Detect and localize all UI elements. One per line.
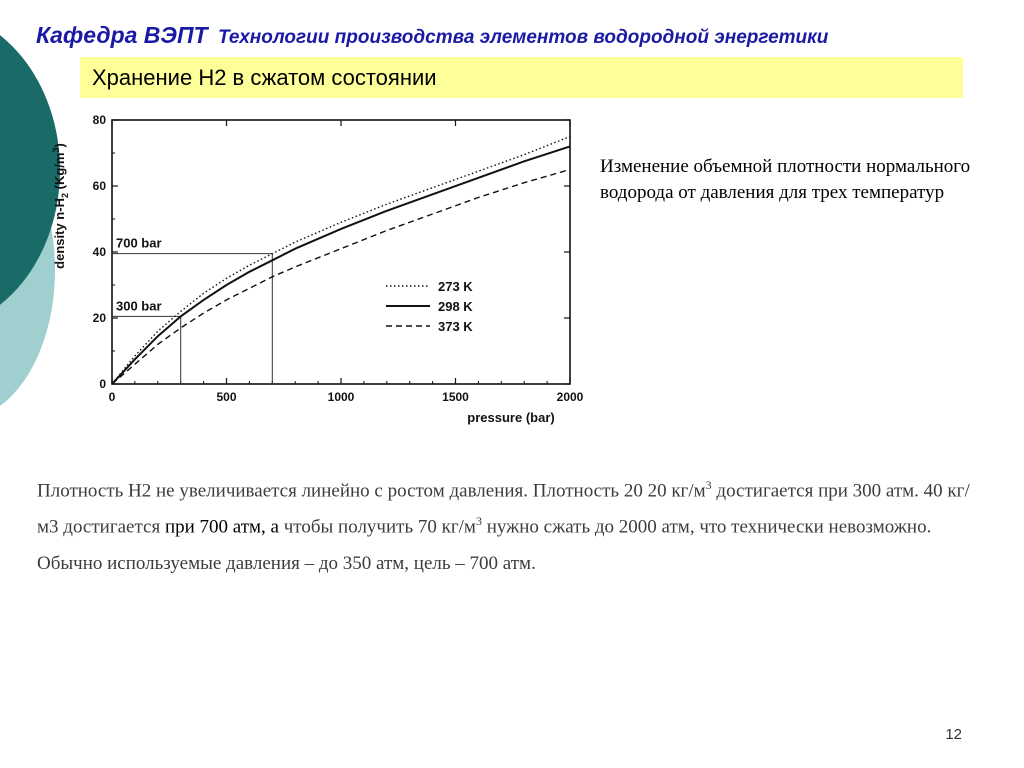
x-tick-label: 2000: [556, 390, 584, 404]
x-tick-label: 500: [216, 390, 237, 404]
department-name: Кафедра ВЭПТ: [36, 22, 208, 48]
y-tick-label: 60: [92, 179, 106, 193]
slide-title: Хранение H2 в сжатом состоянии: [80, 57, 963, 98]
paragraph-2: Обычно используемые давления – до 350 атм, цель – 700 атм.: [37, 552, 536, 574]
legend: [386, 279, 473, 334]
header: [36, 22, 828, 49]
chart-caption: Изменение объемной плотности нормального водорода от давления для трех температур: [600, 156, 971, 203]
legend-label: 273 K: [438, 279, 473, 294]
legend-label: 373 K: [438, 319, 473, 334]
legend-label: 298 K: [438, 299, 473, 314]
x-tick-label: 1000: [327, 390, 355, 404]
density-pressure-chart: [46, 108, 606, 428]
y-tick-label: 80: [92, 113, 106, 127]
y-axis-label: density $n-H_2$ $(Kg/m^3)$: [51, 143, 70, 269]
course-subtitle: Технологии производства элементов водородной энергетики: [218, 27, 829, 48]
y-tick-label: 20: [92, 311, 106, 325]
annotation-label: 700 bar: [116, 235, 162, 251]
x-axis-label: pressure (bar): [467, 410, 555, 425]
y-tick-label: 0: [99, 377, 106, 391]
body-text: [37, 470, 987, 579]
annotation-label: 300 bar: [116, 298, 162, 314]
paragraph-1: Плотность Н2 не увеличивается линейно с ростом давления. Плотность 20 20 $кг/м^3$ достигается при 300 атм. 40 кг/м3 достигается при 700 атм, а чтобы получить 70 $кг/м^3$ нужно сжать до 2000 атм, что технически невозможно.: [37, 478, 970, 538]
y-tick-label: 40: [92, 245, 106, 259]
x-tick-label: 1500: [442, 390, 469, 404]
x-tick-label: 0: [108, 390, 116, 404]
page-number: 12: [945, 726, 962, 743]
